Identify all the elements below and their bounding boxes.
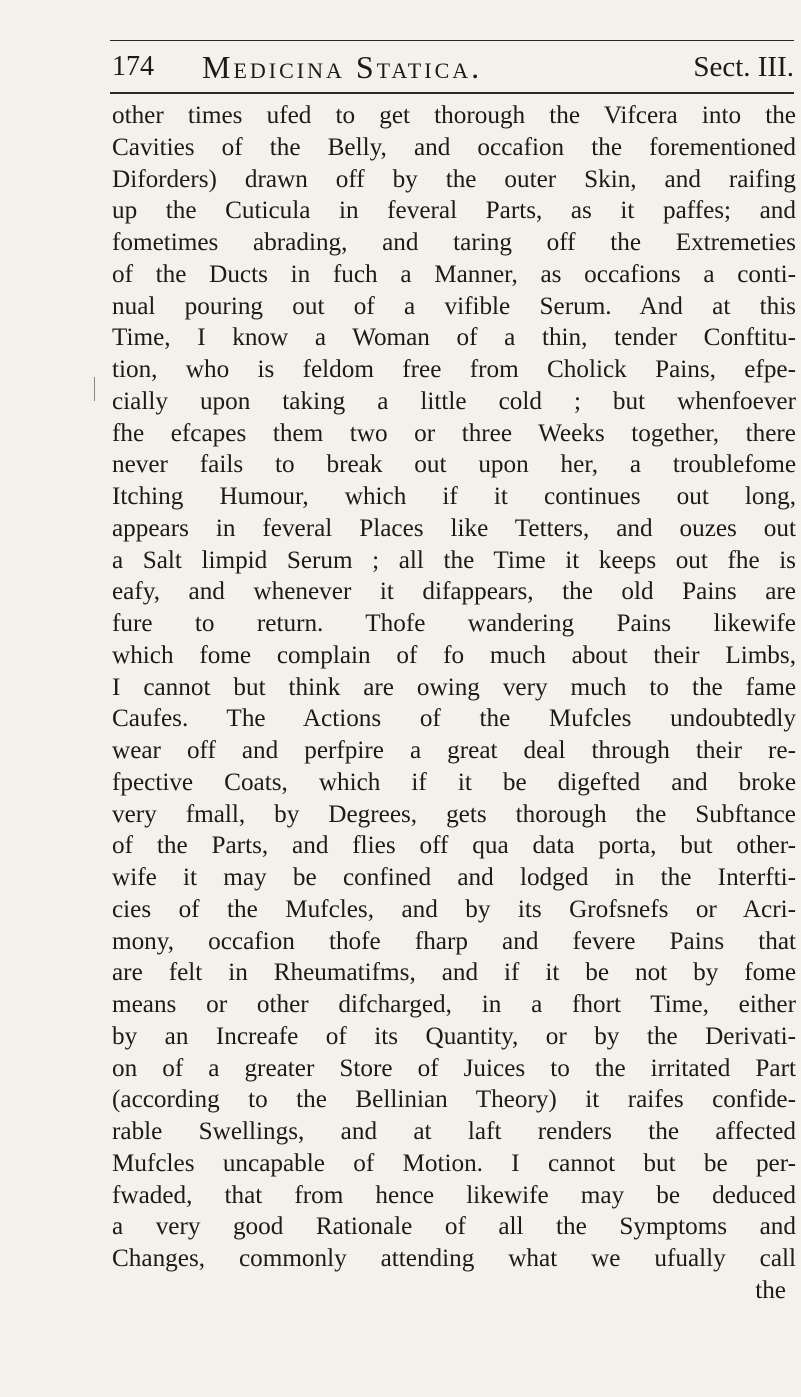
text-line: are felt in Rheumatifms, and if it be not by fome [112, 959, 796, 987]
running-title: Medicina Statica. [202, 49, 483, 85]
margin-mark [94, 377, 95, 401]
text-line: a Salt limpid Serum ; all the Time it keeps out fhe is [112, 546, 796, 574]
text-line: fhe efcapes them two or three Weeks together, there [112, 419, 796, 447]
text-line: fwaded, that from hence likewife may be deduced [112, 1181, 796, 1209]
text-line: I cannot but think are owing very much to the fame [112, 673, 796, 701]
text-line: nual pouring out of a vifible Serum. And at this [112, 292, 796, 320]
text-line: of the Ducts in fuch a Manner, as occafions a conti- [112, 260, 796, 288]
text-line: Caufes. The Actions of the Mufcles undoubtedly [112, 705, 796, 733]
header-top-rule [110, 40, 794, 41]
body-text [112, 100, 796, 1307]
text-line: eafy, and whenever it difappears, the old Pains are [112, 578, 796, 606]
text-line: Time, I know a Woman of a thin, tender Conftitu- [112, 324, 796, 352]
text-line: Diforders) drawn off by the outer Skin, and raifing [112, 165, 796, 193]
text-line: Cavities of the Belly, and occafion the forementioned [112, 133, 796, 161]
text-line: up the Cuticula in feveral Parts, as it paffes; and [112, 197, 796, 225]
text-line: rable Swellings, and at laft renders the affected [112, 1118, 796, 1145]
text-line: (according to the Bellinian Theory) it raifes confide- [112, 1086, 796, 1114]
text-line: wife it may be confined and lodged in the Interfti- [112, 864, 796, 891]
text-line: mony, occafion thofe fharp and fevere Pains that [112, 927, 796, 955]
text-line: fure to return. Thofe wandering Pains likewife [112, 610, 796, 637]
page-number: 174 [112, 51, 154, 82]
text-line: wear off and perfpire a great deal through their re- [112, 737, 796, 764]
text-line: fometimes abrading, and taring off the Extremeties [112, 229, 796, 256]
text-line: never fails to break out upon her, a troublefome [112, 451, 796, 479]
text-line: very fmall, by Degrees, gets thorough the Subftance [112, 800, 796, 828]
text-line: by an Increafe of its Quantity, or by the Derivati- [112, 1022, 796, 1050]
text-line: means or other difcharged, in a fhort Time, either [112, 991, 796, 1018]
catchword: the [755, 1276, 786, 1304]
text-line: Mufcles uncapable of Motion. I cannot but be per- [112, 1149, 796, 1177]
text-line: Changes, commonly attending what we ufually call [112, 1245, 796, 1272]
text-line: cially upon taking a little cold ; but whenfoever [112, 387, 796, 415]
text-line: a very good Rationale of all the Symptoms and [112, 1213, 796, 1241]
text-line: appears in feveral Places like Tetters, and ouzes out [112, 514, 796, 542]
text-line: tion, who is feldom free from Cholick Pains, efpe- [112, 356, 796, 383]
text-line: Itching Humour, which if it continues out long, [112, 483, 796, 510]
text-line: other times ufed to get thorough the Vifcera into the [112, 102, 796, 129]
text-line: on of a greater Store of Juices to the irritated Part [112, 1054, 796, 1082]
text-line: cies of the Mufcles, and by its Grofsnefs or Acri- [112, 895, 796, 923]
header-bottom-rule [110, 92, 794, 94]
running-head [112, 44, 794, 90]
section-label: Sect. III. [693, 51, 794, 83]
text-line: fpective Coats, which if it be digefted and broke [112, 768, 796, 796]
text-line: which fome complain of fo much about their Limbs, [112, 641, 796, 669]
text-line: of the Parts, and flies off qua data porta, but other- [112, 832, 796, 860]
